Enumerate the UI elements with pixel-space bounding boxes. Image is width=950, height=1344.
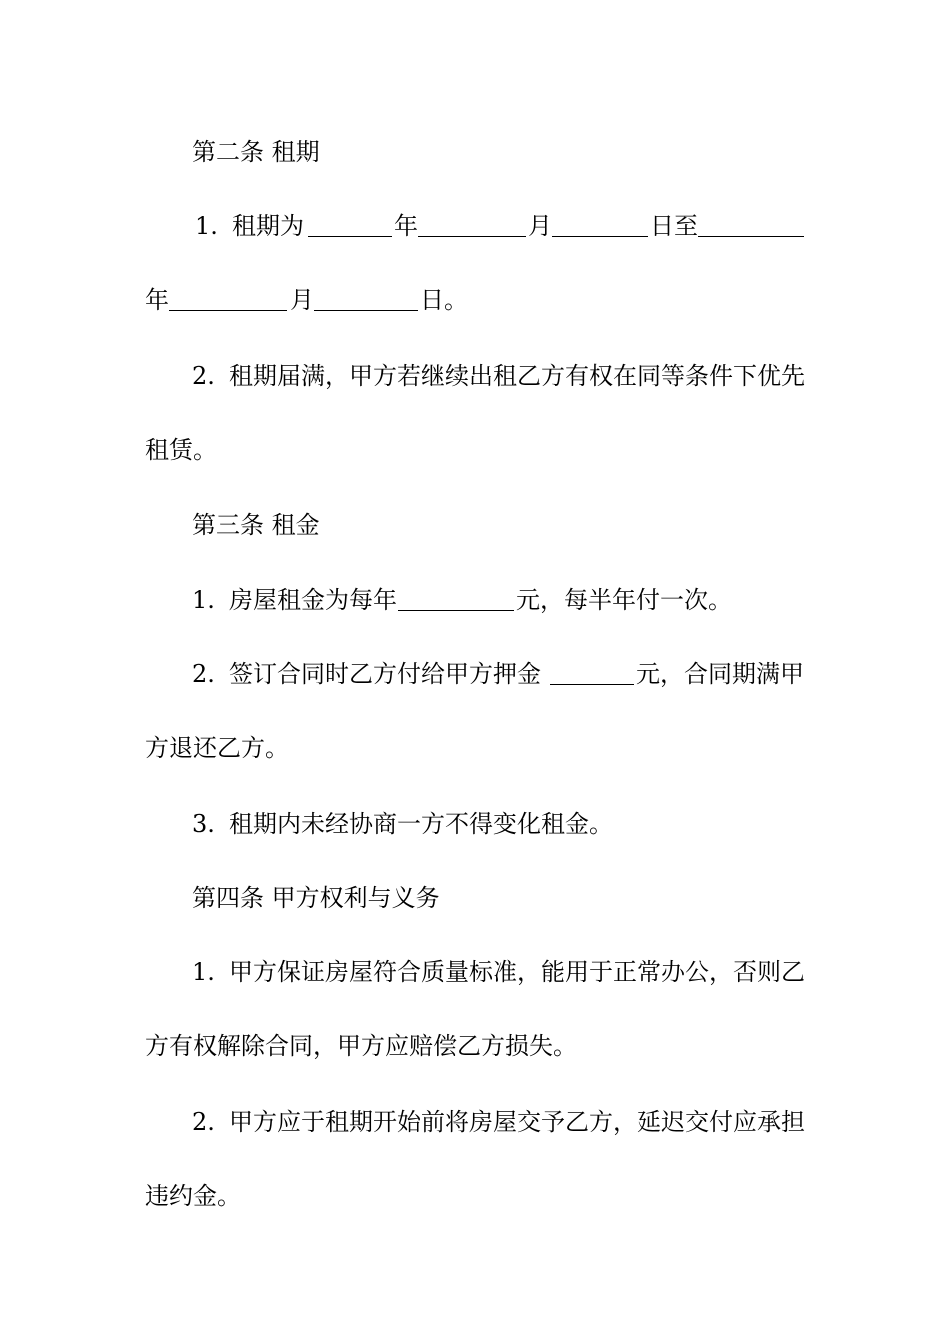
fill-blank [308, 236, 392, 237]
article-3-item-1 [0, 580, 950, 620]
article-2-item-1-line-1 [0, 206, 950, 246]
item-text: 月 [528, 212, 552, 240]
article-2-heading [0, 132, 950, 172]
item-text: 元，合同期满甲 [636, 660, 804, 688]
article-4-item-1-line-1 [0, 952, 950, 992]
item-number: 1. [195, 212, 218, 240]
article-4-item-2-line-1 [0, 1102, 950, 1142]
article-3-item-3 [0, 804, 950, 844]
article-2-item-2-line-2 [0, 430, 950, 470]
fill-blank [552, 236, 648, 237]
item-text: 日。 [420, 286, 468, 314]
item-number: 3. [192, 810, 215, 838]
heading-text: 第三条 租金 [192, 511, 320, 539]
item-text: 租期为 [232, 212, 304, 240]
item-text: 月 [290, 286, 314, 314]
item-text: 违约金。 [145, 1182, 241, 1210]
fill-blank [398, 610, 514, 611]
article-3-heading [0, 505, 950, 545]
item-text: 签订合同时乙方付给甲方押金 [229, 660, 541, 688]
item-number: 1. [192, 586, 215, 614]
item-text: 元，每半年付一次。 [516, 586, 732, 614]
fill-blank [550, 684, 634, 685]
item-text: 方退还乙方。 [145, 734, 289, 762]
fill-blank [169, 310, 287, 311]
item-text: 房屋租金为每年 [229, 586, 397, 614]
article-4-item-1-line-2 [0, 1026, 950, 1066]
item-text: 日至 [650, 212, 698, 240]
fill-blank [418, 236, 526, 237]
item-text: 年 [145, 286, 169, 314]
item-text: 甲方保证房屋符合质量标准，能用于正常办公，否则乙 [229, 958, 805, 986]
item-text: 租赁。 [145, 436, 217, 464]
item-text: 租期届满，甲方若继续出租乙方有权在同等条件下优先 [229, 362, 805, 390]
item-number: 2. [192, 660, 215, 688]
heading-text: 第二条 租期 [192, 138, 320, 166]
article-3-item-2-line-2 [0, 728, 950, 768]
item-number: 1. [192, 958, 215, 986]
item-text: 租期内未经协商一方不得变化租金。 [229, 810, 613, 838]
heading-text: 第四条 甲方权利与义务 [192, 884, 440, 912]
article-4-heading [0, 878, 950, 918]
item-text: 年 [394, 212, 418, 240]
fill-blank [314, 310, 418, 311]
item-text: 甲方应于租期开始前将房屋交予乙方，延迟交付应承担 [229, 1108, 805, 1136]
item-text: 方有权解除合同，甲方应赔偿乙方损失。 [145, 1032, 577, 1060]
item-number: 2. [192, 1108, 215, 1136]
article-2-item-1-line-2 [0, 280, 950, 320]
article-3-item-2-line-1 [0, 654, 950, 694]
article-4-item-2-line-2 [0, 1176, 950, 1216]
item-number: 2. [192, 362, 215, 390]
fill-blank [698, 236, 804, 237]
article-2-item-2-line-1 [0, 356, 950, 396]
